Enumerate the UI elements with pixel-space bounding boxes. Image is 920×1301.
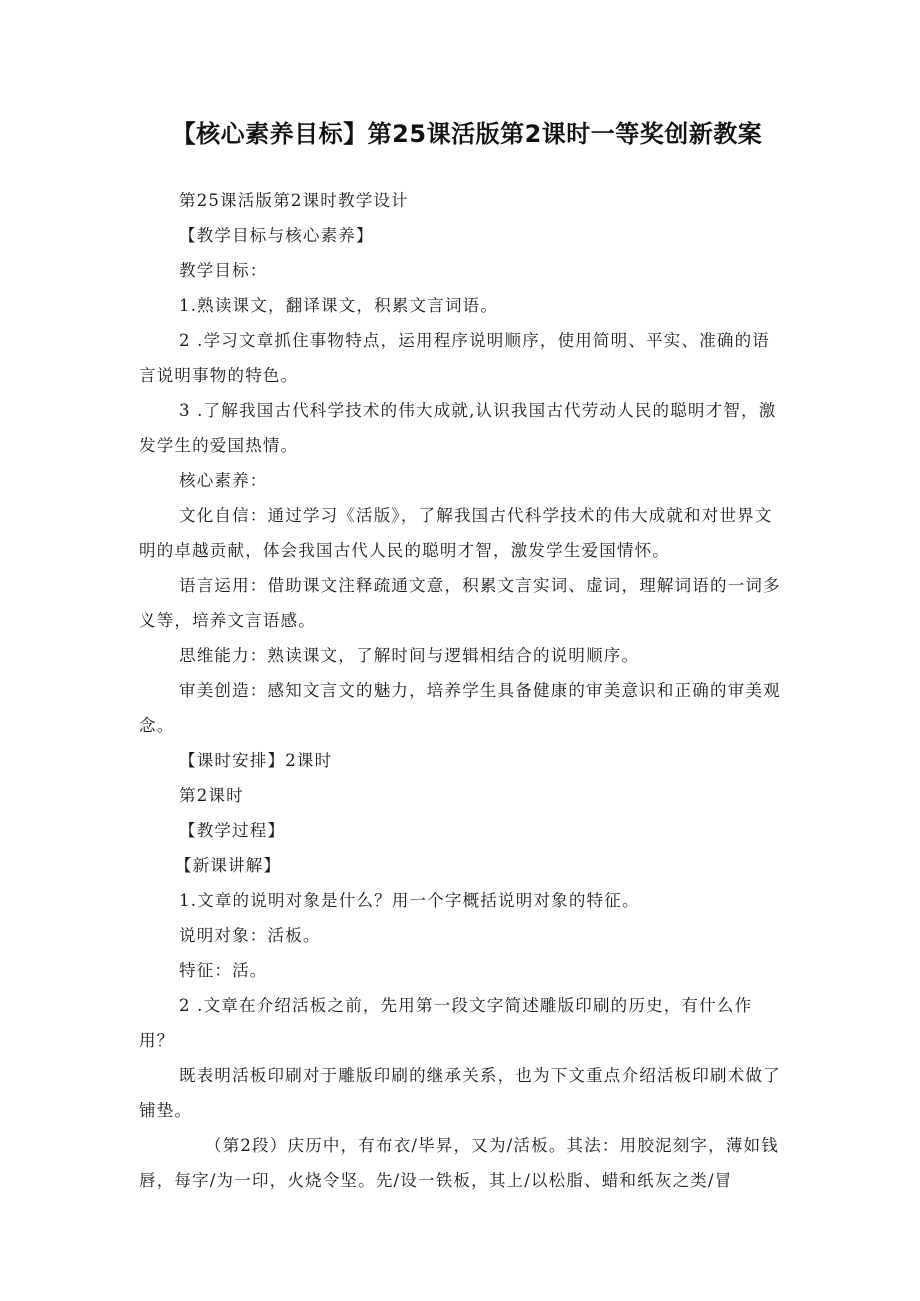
core-literacy-culture: 文化自信：通过学习《活版》，了解我国古代科学技术的伟大成就和对世界文明的卓越贡献，体会我国古代人民的聪明才智，激发学生爱国情怀。 — [139, 506, 773, 560]
design-heading: 第25课活版第2课时教学设计 — [179, 191, 409, 210]
core-literacy-aesthetics: 审美创造：感知文言文的魅力，培养学生具备健康的审美意识和正确的审美观念。 — [139, 681, 781, 735]
core-literacy-language: 语言运用：借助课文注释疏通文意，积累文言实词、虚词，理解词语的一词多义等，培养文言语感。 — [139, 576, 781, 630]
answer-2: 既表明活板印刷对于雕版印刷的继承关系，也为下文重点介绍活板印刷术做了铺垫。 — [139, 1066, 781, 1120]
objective-item-3: 3 .了解我国古代科学技术的伟大成就,认识我国古代劳动人民的聪明才智，激发学生的爱国热情。 — [139, 401, 777, 455]
answer-1-object: 说明对象：活板。 — [179, 926, 321, 945]
section-heading-new-lesson: 【新课讲解】 — [175, 856, 282, 875]
objective-item-1: 1.熟读课文，翻译课文，积累文言词语。 — [179, 296, 499, 315]
document-body — [139, 183, 784, 1198]
objective-item-2: 2 .学习文章抓住事物特点，运用程序说明顺序，使用简明、平实、准确的语言说明事物的特色。 — [139, 331, 770, 385]
document-title: 【核心素养目标】第25课活版第2课时一等奖创新教案 — [171, 120, 763, 148]
answer-1-feature: 特征：活。 — [179, 961, 268, 980]
core-literacy-thinking: 思维能力：熟读课文，了解时间与逻辑相结合的说明顺序。 — [179, 646, 640, 665]
question-2: 2 .文章在介绍活板之前，先用第一段文字简述雕版印刷的历史，有什么作用？ — [139, 996, 753, 1050]
objectives-label: 教学目标： — [179, 261, 268, 280]
question-1: 1.文章的说明对象是什么？用一个字概括说明对象的特征。 — [179, 891, 640, 910]
section-heading-objectives: 【教学目标与核心素养】 — [179, 226, 374, 245]
lesson-label: 第2课时 — [179, 786, 244, 805]
section-heading-process: 【教学过程】 — [179, 821, 286, 840]
schedule-heading: 【课时安排】2课时 — [179, 751, 333, 770]
excerpt-paragraph-2: （第2段）庆历中，有布衣/毕昇，又为/活板。其法：用胶泥刻字，薄如钱唇，每字/为一印，火烧令坚。先/设一铁板，其上/以松脂、蜡和纸灰之类/冒 — [139, 1136, 779, 1190]
core-literacy-label: 核心素养： — [179, 471, 268, 490]
